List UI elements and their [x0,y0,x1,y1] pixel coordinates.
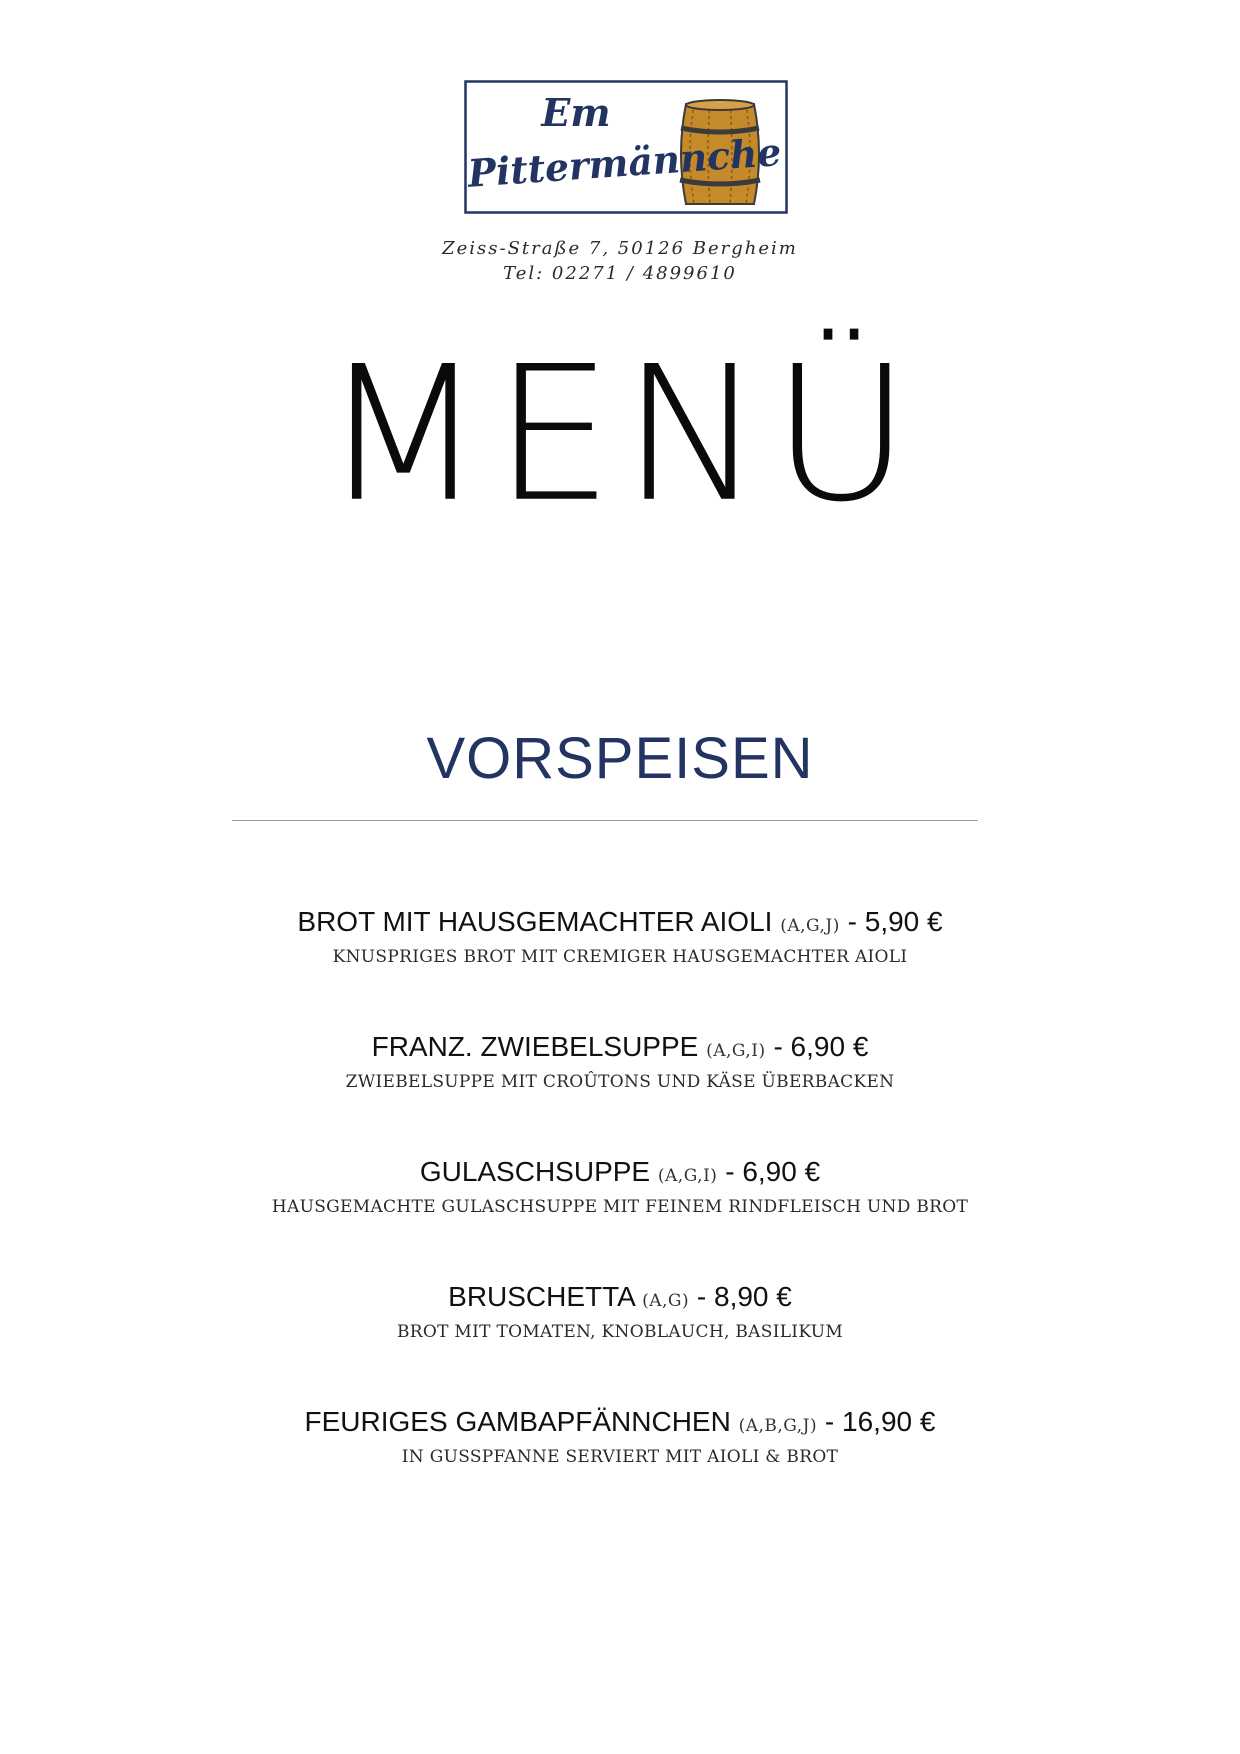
menu-item-description: IN GUSSPFANNE SERVIERT MIT AIOLI & BROT [401,1447,839,1467]
menu-item-price: - 5,90 € [847,906,943,937]
menu-item-price: - 8,90 € [696,1281,792,1312]
menu-item-heading [0,1279,1240,1319]
menu-item-heading [0,1404,1240,1444]
menu-item-price: - 16,90 € [824,1406,936,1437]
phone-text: Tel: 02271 / 4899610 [503,263,737,284]
menu-item-description: HAUSGEMACHTE GULASCHSUPPE MIT FEINEM RINDFLEISCH UND BROT [271,1197,969,1217]
menu-item-heading [0,1154,1240,1194]
menu-item [0,1029,1240,1154]
menu-item-name: FRANZ. ZWIEBELSUPPE [371,1031,699,1062]
address-text: Zeiss-Straße 7, 50126 Bergheim [442,238,798,259]
restaurant-logo [464,80,788,214]
menu-item-heading [0,1029,1240,1069]
menu-item-name: FEURIGES GAMBAPFÄNNCHEN [304,1406,731,1437]
menu-title [0,326,1240,543]
menu-item-heading [0,904,1240,944]
menu-item-description: ZWIEBELSUPPE MIT CROÛTONS UND KÄSE ÜBERBACKEN [345,1072,895,1092]
menu-items-list [0,904,1240,1529]
menu-item-allergens: (A,G,J) [780,916,840,936]
menu-item-price: - 6,90 € [725,1156,821,1187]
section-title: VORSPEISEN [426,726,814,791]
logo-text-line2: Pittermännche [466,128,786,196]
menu-item-name: BROT MIT HAUSGEMACHTER AIOLI [297,906,773,937]
menu-item-name: GULASCHSUPPE [419,1156,651,1187]
address-block [0,236,1240,286]
menu-item [0,1404,1240,1529]
menu-item [0,904,1240,1029]
menu-item-allergens: (A,B,G,J) [738,1416,818,1436]
menu-item [0,1279,1240,1404]
menu-title-text: MENÜ [321,326,919,543]
menu-item-description: BROT MIT TOMATEN, KNOBLAUCH, BASILIKUM [396,1322,844,1342]
menu-item [0,1154,1240,1279]
menu-item-allergens: (A,G) [642,1291,690,1311]
menu-item-name: BRUSCHETTA [448,1281,635,1312]
logo-text-line1: Em [541,90,611,135]
menu-item-allergens: (A,G,I) [706,1041,766,1061]
menu-item-allergens: (A,G,I) [657,1166,718,1186]
menu-item-price: - 6,90 € [773,1031,869,1062]
menu-item-description: KNUSPRIGES BROT MIT CREMIGER HAUSGEMACHTER AIOLI [332,947,908,967]
section-divider [232,820,978,821]
